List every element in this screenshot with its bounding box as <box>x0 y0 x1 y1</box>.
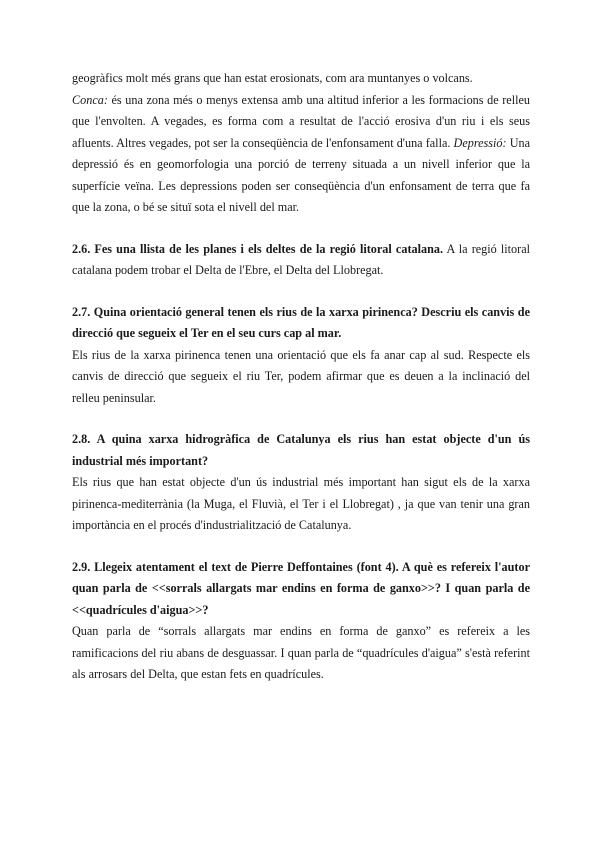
intro-line: geogràfics molt més grans que han estat erosionats, com ara muntanyes o volcans. <box>72 71 473 85</box>
depressio-term: Depressió: <box>453 135 507 150</box>
depressio-definition: Una depressió és en geomorfologia una porció de terreny situada a un nivell inferior que la superfície veïna. Les depressions poden ser conseqüència d'un enfonsament de terra que fa que la zona, o bé se situï sota el nivell del mar. <box>72 135 531 214</box>
conca-term: Conca: <box>72 92 108 107</box>
answer-2-7: Els rius de la xarxa pirinenca tenen una orientació que els fa anar cap al sud. Respecte els canvis de direcció que segueix el riu Ter, podem afirmar que es deuen a la inclinació del relleu peninsular. <box>72 347 530 405</box>
answer-2-8: Els rius que han estat objecte d'un ús industrial més important han sigut els de la xarxa pirinenca-mediterrània (la Muga, el Fluvià, el Ter i el Llobregat) , ja que van tenir una gran importància en el procés d'industrialització de Catalunya. <box>72 475 530 532</box>
conca-definition: és una zona més o menys extensa amb una altitud inferior a les formacions de relleu que l'envolten. A vegades, es forma com a resultat de l'acció erosiva d'un riu i els seus afluents. Altres vegades, pot ser la conseqüència de l'enfonsament d'una falla. <box>72 92 530 150</box>
document-page <box>72 68 530 686</box>
question-2-7: 2.7. Quina orientació general tenen els rius de la xarxa pirinenca? Descriu els canvis de direcció que segueix el Ter en el seu curs cap al mar. <box>72 304 530 340</box>
question-2-6: 2.6. Fes una llista de les planes i els deltes de la regió litoral catalana. <box>72 241 443 256</box>
question-2-8: 2.8. A quina xarxa hidrogràfica de Catalunya els rius han estat objecte d'un ús industrial més important? <box>72 432 530 468</box>
answer-2-9: Quan parla de “sorrals allargats mar endins en forma de ganxo” es refereix a les ramificacions del riu abans de desguassar. I quan parla de “quadrícules d'aigua” s'està referint als arrosars del Delta, que estan fets en quadrícules. <box>72 624 530 681</box>
answer-2-6: A la regió litoral catalana podem trobar el Delta de l'Ebre, el Delta del Llobregat. <box>72 241 530 277</box>
definitions-paragraph <box>72 90 530 219</box>
question-2-9: 2.9. Llegeix atentament el text de Pierre Deffontaines (font 4). A què es refereix l'autor quan parla de <<sorrals allargats mar endins en forma de ganxo>>? I quan parla de <<quadrícules d'aigua>>? <box>72 559 530 617</box>
section-2-6 <box>72 239 530 282</box>
